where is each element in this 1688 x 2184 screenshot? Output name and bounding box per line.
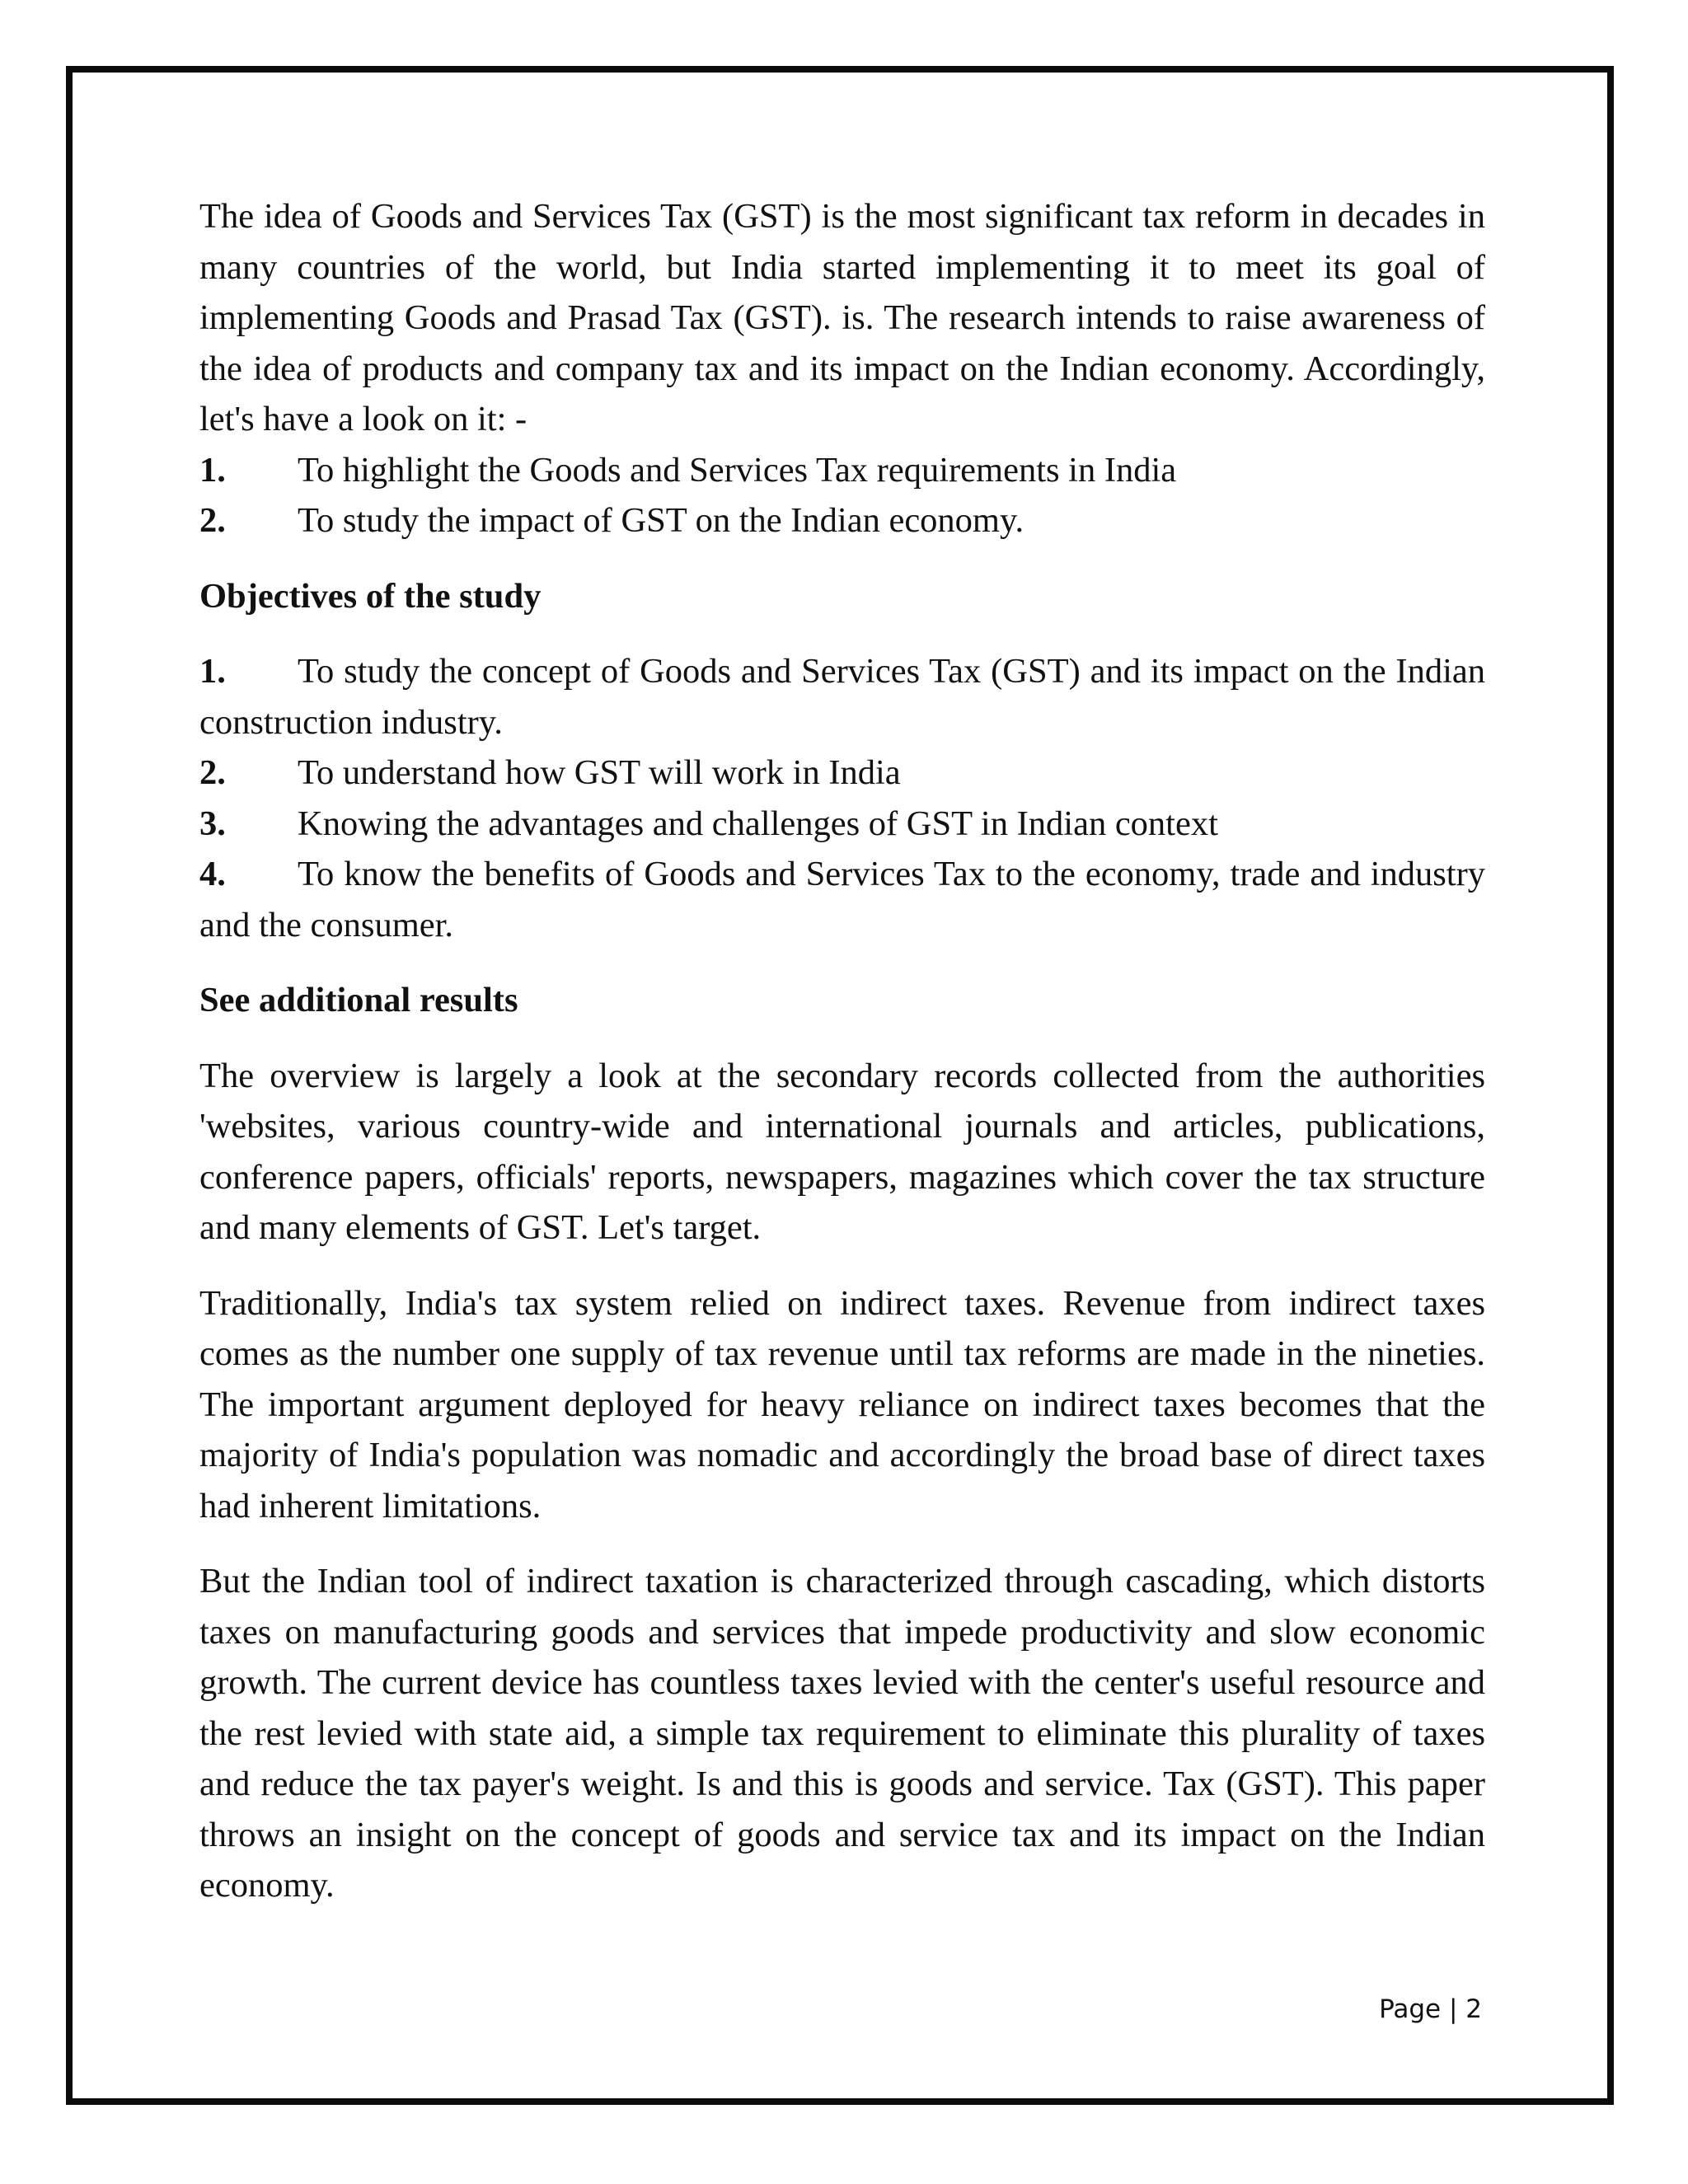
list-number: 1.: [199, 450, 226, 490]
list-item: [199, 495, 1485, 546]
list-number: 3.: [199, 804, 226, 843]
results-paragraph: Traditionally, India's tax system relied on indirect taxes. Revenue from indirect taxes comes as the number one supply of tax revenue until tax reforms are made in the nineties. The important argument deployed for heavy reliance on indirect taxes becomes that the majority of India's population was nomadic and accordingly the broad base of direct taxes had inherent limitations.: [199, 1283, 1485, 1526]
list-text: To understand how GST will work in India: [298, 753, 901, 792]
intro-list: [199, 445, 1485, 546]
results-paragraph: But the Indian tool of indirect taxation is characterized through cascading, which distorts taxes on manufacturing goods and services that impede productivity and slow economic growth. The current device has countless taxes levied with the center's useful resource and the rest levied with state aid, a simple tax requirement to eliminate this plurality of taxes and reduce the tax payer's weight. Is and this is goods and service. Tax (GST). This paper throws an insight on the concept of goods and service tax and its impact on the Indian economy.: [199, 1562, 1485, 1905]
results-heading: See additional results: [199, 981, 518, 1019]
list-number: 2.: [199, 501, 226, 540]
objectives-heading: Objectives of the study: [199, 576, 542, 616]
list-number: 2.: [199, 753, 226, 792]
list-item: [199, 799, 1485, 850]
list-text: To study the concept of Goods and Services Tax (GST) and its impact on the Indian construction industry.: [199, 652, 1485, 742]
document-body: [199, 191, 1485, 1936]
list-text: To study the impact of GST on the Indian economy.: [298, 501, 1025, 540]
list-text: To highlight the Goods and Services Tax requirements in India: [298, 450, 1177, 490]
list-item: [199, 748, 1485, 799]
list-text: To know the benefits of Goods and Services Tax to the economy, trade and industry and the consumer.: [199, 855, 1485, 944]
list-item: [199, 646, 1485, 748]
list-item: [199, 849, 1485, 950]
list-item: [199, 445, 1485, 496]
list-text: Knowing the advantages and challenges of GST in Indian context: [298, 804, 1218, 843]
objectives-list: [199, 646, 1485, 950]
list-number: 4.: [199, 855, 226, 893]
page-number: Page | 2: [1379, 1994, 1482, 2024]
intro-paragraph: The idea of Goods and Services Tax (GST) is the most significant tax reform in decades in many countries of the world, but India started implementing it to meet its goal of implementing Goods and Prasad Tax (GST). is. The research intends to raise awareness of the idea of products and company tax and its impact on the Indian economy. Accordingly, let's have a look on it: -: [199, 197, 1485, 438]
results-paragraph: The overview is largely a look at the secondary records collected from the authorities 'websites, various country-wide and international journals and articles, publications, conference papers, officials' reports, newspapers, magazines which cover the tax structure and many elements of GST. Let's target.: [199, 1056, 1485, 1247]
list-number: 1.: [199, 652, 226, 691]
